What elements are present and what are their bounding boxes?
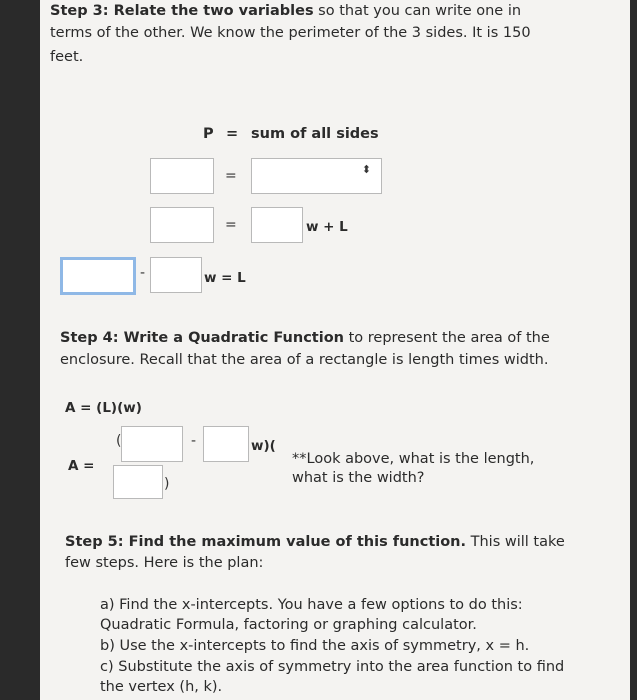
row1-select[interactable]: [251, 158, 382, 194]
step4-heading: Step 4: Write a Quadratic Function: [60, 330, 344, 346]
step4-line1: [60, 327, 550, 349]
fraction-open-paren: (: [116, 433, 122, 449]
fraction-minus: -: [191, 433, 197, 449]
step3-heading: Step 3: Relate the two variables: [50, 3, 314, 19]
select-arrows-icon: ⬍: [361, 163, 371, 176]
perimeter-equals: =: [226, 126, 239, 142]
plan-item: a) Find the x-intercepts. You have a few options to do this:: [100, 597, 523, 613]
area-formula: A = (L)(w): [65, 400, 142, 416]
step3-line1-rest: so that you can write one in: [313, 3, 522, 19]
row1-answer-input[interactable]: [150, 158, 214, 194]
step3-line1: [50, 0, 521, 22]
step5-line1: [65, 531, 565, 553]
step4-line1-rest: to represent the area of the: [343, 330, 550, 346]
fraction-w-paren: w)(: [251, 438, 276, 454]
numerator-coefficient-input[interactable]: [203, 426, 249, 462]
plan-item: the vertex (h, k).: [100, 679, 223, 695]
numerator-constant-input[interactable]: [121, 426, 183, 462]
denominator-input[interactable]: [113, 465, 163, 499]
row2-suffix: w + L: [306, 219, 348, 235]
row3-suffix: w = L: [204, 270, 246, 286]
perimeter-label: sum of all sides: [251, 126, 379, 142]
step3-line3: feet.: [50, 49, 84, 65]
plan-item: c) Substitute the axis of symmetry into the area function to find: [100, 659, 565, 675]
perimeter-p: P: [203, 126, 214, 142]
hint-line2: what is the width?: [292, 470, 425, 486]
step5-heading: Step 5: Find the maximum value of this function.: [65, 534, 467, 550]
area-lhs: A =: [68, 458, 95, 474]
row1-equals: =: [225, 168, 237, 184]
row2-coefficient-input[interactable]: [251, 207, 303, 243]
step3-line2: terms of the other. We know the perimeter of the 3 sides. It is 150: [50, 25, 531, 41]
plan-item: Quadratic Formula, factoring or graphing calculator.: [100, 617, 477, 633]
row2-equals: =: [225, 217, 237, 233]
worksheet-page: [40, 0, 630, 700]
step5-line1-rest: This will take: [466, 534, 565, 550]
row2-answer-input[interactable]: [150, 207, 214, 243]
step4-line2: enclosure. Recall that the area of a rectangle is length times width.: [60, 352, 549, 368]
fraction-close-paren: ): [164, 476, 170, 492]
hint-line1: **Look above, what is the length,: [292, 451, 535, 467]
row3-constant-input[interactable]: [60, 257, 136, 295]
row3-coefficient-input[interactable]: [150, 257, 202, 293]
plan-item: b) Use the x-intercepts to find the axis of symmetry, x = h.: [100, 638, 530, 654]
row3-minus: -: [140, 265, 146, 281]
step5-line2: few steps. Here is the plan:: [65, 555, 264, 571]
